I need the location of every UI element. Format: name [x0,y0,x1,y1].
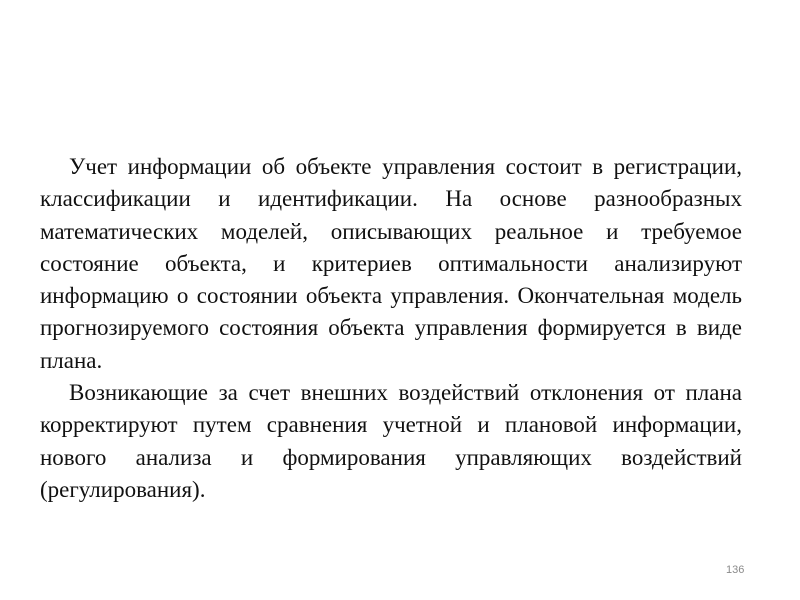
page-number: 136 [726,564,745,576]
paragraph-1: Учет информации об объекте управления состоит в регистрации, классификации и идентификации. На основе разнообразных математических моделей, описывающих реальное и требуемое состояние объекта, и критериев оптимальности анализируют информацию о состоянии объекта управления. Окончательная модель прогнозируемого состояния объекта управления формируется в виде плана. [40,154,742,373]
paragraph-2: Возникающие за счет внешних воздействий отклонения от плана корректируют путем сравнения учетной и плановой информации, нового анализа и формирования управляющих воздействий (регулирования). [40,380,742,502]
body-text [40,151,742,506]
